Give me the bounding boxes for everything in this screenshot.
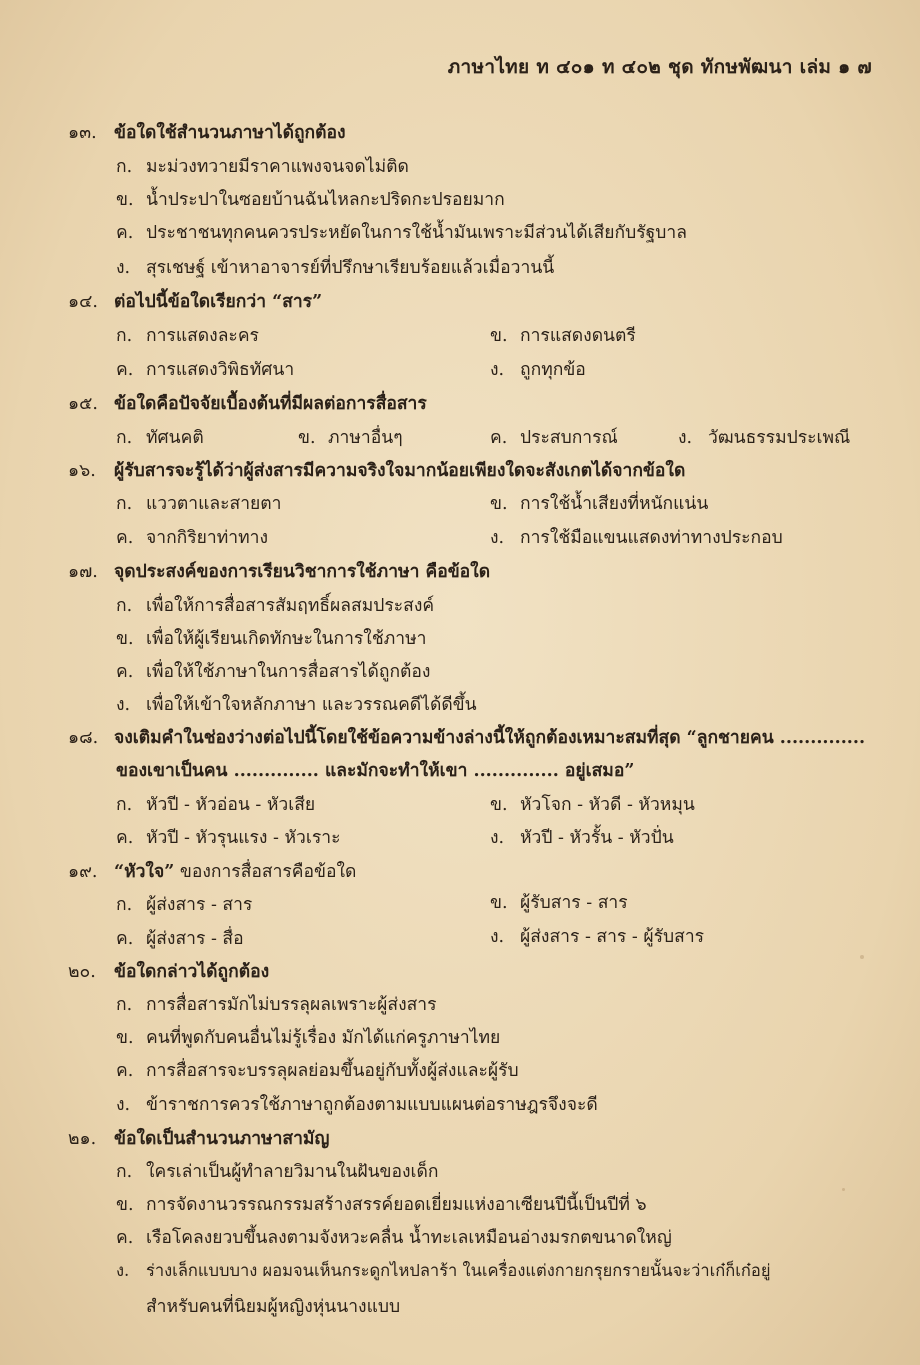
option-letter: ง. xyxy=(116,695,131,715)
option-letter: ค. xyxy=(116,1061,134,1081)
option-letter: ข. xyxy=(116,1195,134,1215)
question-text: ข้อใดกล่าวได้ถูกต้อง xyxy=(114,962,270,982)
option-b xyxy=(490,888,628,916)
option-letter: ก. xyxy=(116,494,133,514)
option-letter: ง. xyxy=(116,1095,131,1115)
option-a xyxy=(116,591,434,619)
option-text: ถูกทุกข้อ xyxy=(520,360,586,380)
option-letter: ข. xyxy=(116,629,134,649)
option-d xyxy=(116,1090,598,1118)
option-text: ใครเล่าเป็นผู้ทำลายวิมานในฝันของเด็ก xyxy=(146,1162,439,1182)
question-text: ของการสื่อสารคือข้อใด xyxy=(174,862,357,882)
option-a xyxy=(116,890,252,918)
option-letter: ค. xyxy=(490,428,508,448)
option-letter: ก. xyxy=(116,1162,133,1182)
question-number: ๑๙. xyxy=(68,862,98,882)
option-text: ผู้ส่งสาร - สื่อ xyxy=(146,929,244,949)
question-text: ข้อใดใช้สำนวนภาษาได้ถูกต้อง xyxy=(114,123,346,143)
option-text: มะม่วงทวายมีราคาแพงจนจดไม่ติด xyxy=(146,157,409,177)
question-13 xyxy=(68,118,346,146)
option-letter: ก. xyxy=(116,326,133,346)
option-letter: ค. xyxy=(116,1228,134,1248)
question-16 xyxy=(68,456,685,484)
option-letter: ก. xyxy=(116,895,133,915)
option-letter: ก. xyxy=(116,795,133,815)
option-text: จากกิริยาท่าทาง xyxy=(146,528,269,548)
option-text: น้ำประปาในซอยบ้านฉันไหลกะปริดกะปรอยมาก xyxy=(146,190,505,210)
option-letter: ก. xyxy=(116,157,133,177)
option-c xyxy=(116,523,268,551)
option-b xyxy=(490,489,708,517)
option-c xyxy=(490,423,618,451)
option-text: การสื่อสารจะบรรลุผลย่อมขึ้นอยู่กับทั้งผู้ส่งและผู้รับ xyxy=(146,1061,519,1081)
paper-spot xyxy=(842,1188,845,1191)
question-text: ต่อไปนี้ข้อใดเรียกว่า “สาร” xyxy=(114,292,323,312)
option-letter: ค. xyxy=(116,929,134,949)
option-b xyxy=(116,1023,500,1051)
option-d xyxy=(490,523,783,551)
page-header: ภาษาไทย ท ๔๐๑ ท ๔๐๒ ชุด ทักษพัฒนา เล่ม ๑ ๗ xyxy=(447,56,872,78)
option-b xyxy=(298,423,403,451)
option-letter: ข. xyxy=(490,326,508,346)
question-14 xyxy=(68,287,322,315)
option-letter: ข. xyxy=(116,1028,134,1048)
option-letter: ค. xyxy=(116,528,134,548)
option-letter: ข. xyxy=(490,795,508,815)
option-letter: ง. xyxy=(490,828,505,848)
option-letter: ง. xyxy=(116,1261,130,1280)
question-text: ผู้รับสารจะรู้ได้ว่าผู้ส่งสารมีความจริงใจมากน้อยเพียงใดจะสังเกตได้จากข้อใด xyxy=(114,461,686,481)
question-text: จุดประสงค์ของการเรียนวิชาการใช้ภาษา คือข้อใด xyxy=(114,562,491,582)
option-text: ข้าราชการควรใช้ภาษาถูกต้องตามแบบแผนต่อราษฎรจึงจะดี xyxy=(146,1095,598,1115)
question-number: ๑๔. xyxy=(68,292,98,312)
option-a xyxy=(116,152,409,180)
question-number: ๒๐. xyxy=(68,962,96,982)
question-number: ๑๖. xyxy=(68,461,96,481)
option-d-continued: สำหรับคนที่นิยมผู้หญิงหุ่นนางแบบ xyxy=(146,1297,401,1317)
option-text: ประสบการณ์ xyxy=(520,428,618,448)
question-20 xyxy=(68,957,269,985)
option-c xyxy=(116,924,244,952)
option-text: การใช้มือแขนแสดงท่าทางประกอบ xyxy=(520,528,783,548)
option-text: วัฒนธรรมประเพณี xyxy=(708,428,851,448)
option-letter: ง. xyxy=(490,360,505,380)
option-d xyxy=(116,690,477,718)
question-text: ข้อใดคือปัจจัยเบื้องต้นที่มีผลต่อการสื่อสาร xyxy=(114,394,427,414)
option-letter: ข. xyxy=(490,494,508,514)
option-text: การแสดงละคร xyxy=(146,326,259,346)
option-d xyxy=(490,355,586,383)
question-21 xyxy=(68,1124,329,1152)
paper-spot xyxy=(860,955,864,959)
option-text: ผู้ส่งสาร - สาร xyxy=(146,895,253,915)
option-text: หัวปี - หัวรั้น - หัวปั่น xyxy=(520,828,674,848)
option-text: เพื่อให้ผู้เรียนเกิดทักษะในการใช้ภาษา xyxy=(146,629,427,649)
option-c xyxy=(116,355,294,383)
option-b xyxy=(490,790,695,818)
option-c xyxy=(116,218,687,246)
option-letter: ค. xyxy=(116,662,134,682)
option-letter: ค. xyxy=(116,223,134,243)
option-c xyxy=(116,1223,672,1251)
option-letter: ค. xyxy=(116,828,134,848)
question-number: ๑๓. xyxy=(68,123,97,143)
option-c xyxy=(116,823,340,851)
question-number: ๑๕. xyxy=(68,394,98,414)
question-text: จงเติมคำในช่องว่างต่อไปนี้โดยใช้ข้อความข้างล่างนี้ให้ถูกต้องเหมาะสมที่สุด “ลูกชายคน .............. xyxy=(114,728,866,748)
option-text: ทัศนคติ xyxy=(146,428,204,448)
question-text-continued: ของเขาเป็นคน .............. และมักจะทำให้เขา .............. อยู่เสมอ” xyxy=(116,761,635,781)
question-text: ข้อใดเป็นสำนวนภาษาสามัญ xyxy=(114,1129,330,1149)
option-a xyxy=(116,790,315,818)
option-b xyxy=(116,185,505,213)
option-text: การแสดงวิพิธทัศนา xyxy=(146,360,295,380)
option-b xyxy=(490,321,636,349)
option-text: ร่างเล็กแบบบาง ผอมจนเห็นกระดูกไหปลาร้า ในเครื่องแต่งกายกรุยกรายนั้นจะว่าเก๋ก็เก๋อยู่ xyxy=(146,1261,771,1280)
option-text: เพื่อให้เข้าใจหลักภาษา และวรรณคดีได้ดีขึ้น xyxy=(146,695,477,715)
question-keyword: “หัวใจ” xyxy=(114,862,175,882)
option-text: การจัดงานวรรณกรรมสร้างสรรค์ยอดเยี่ยมแห่งอาเซียนปีนี้เป็นปีที่ ๖ xyxy=(146,1195,647,1215)
option-text: เพื่อให้ใช้ภาษาในการสื่อสารได้ถูกต้อง xyxy=(146,662,431,682)
option-d xyxy=(490,922,704,950)
option-d xyxy=(678,423,850,451)
option-d xyxy=(116,253,554,281)
option-text: การใช้น้ำเสียงที่หนักแน่น xyxy=(520,494,709,514)
option-text: เรือโคลงยวบขึ้นลงตามจังหวะคลื่น น้ำทะเลเหมือนอ่างมรกตขนาดใหญ่ xyxy=(146,1228,672,1248)
option-letter: ก. xyxy=(116,596,133,616)
option-text: เพื่อให้การสื่อสารสัมฤทธิ์ผลสมประสงค์ xyxy=(146,596,435,616)
option-text: หัวปี - หัวอ่อน - หัวเสีย xyxy=(146,795,316,815)
option-a xyxy=(116,321,259,349)
option-text: คนที่พูดกับคนอื่นไม่รู้เรื่อง มักได้แก่ครูภาษาไทย xyxy=(146,1028,501,1048)
option-text: ผู้ส่งสาร - สาร - ผู้รับสาร xyxy=(520,927,705,947)
question-number: ๒๑. xyxy=(68,1129,97,1149)
option-d xyxy=(490,823,674,851)
option-text: ผู้รับสาร - สาร xyxy=(520,893,628,913)
option-text: หัวโจก - หัวดี - หัวหมุน xyxy=(520,795,695,815)
option-letter: ก. xyxy=(116,428,133,448)
option-c xyxy=(116,1056,519,1084)
option-letter: ง. xyxy=(116,258,131,278)
option-text: สุรเชษฐ์ เข้าหาอาจารย์ที่ปรึกษาเรียบร้อยแล้วเมื่อวานนี้ xyxy=(146,258,555,278)
option-text: ภาษาอื่นๆ xyxy=(328,428,403,448)
option-letter: ง. xyxy=(490,927,505,947)
option-a xyxy=(116,423,204,451)
question-15 xyxy=(68,389,427,417)
option-letter: ข. xyxy=(116,190,134,210)
option-text: การสื่อสารมักไม่บรรลุผลเพราะผู้ส่งสาร xyxy=(146,995,437,1015)
option-d xyxy=(116,1258,771,1284)
option-text: การแสดงดนตรี xyxy=(520,326,636,346)
option-text: ประชาชนทุกคนควรประหยัดในการใช้น้ำมันเพราะมีส่วนได้เสียกับรัฐบาล xyxy=(146,223,687,243)
question-number: ๑๗. xyxy=(68,562,98,582)
option-letter: ง. xyxy=(490,528,505,548)
question-number: ๑๘. xyxy=(68,728,99,748)
option-text: หัวปี - หัวรุนแรง - หัวเราะ xyxy=(146,828,341,848)
option-a xyxy=(116,990,437,1018)
option-c xyxy=(116,657,430,685)
option-b xyxy=(116,1190,647,1218)
option-letter: ง. xyxy=(678,428,693,448)
option-letter: ค. xyxy=(116,360,134,380)
question-19 xyxy=(68,857,356,885)
question-18 xyxy=(68,723,865,751)
option-letter: ข. xyxy=(298,428,316,448)
option-a xyxy=(116,489,281,517)
option-letter: ก. xyxy=(116,995,133,1015)
option-a xyxy=(116,1157,439,1185)
question-17 xyxy=(68,557,490,585)
option-letter: ข. xyxy=(490,893,508,913)
option-b xyxy=(116,624,426,652)
option-text: แววตาและสายตา xyxy=(146,494,282,514)
